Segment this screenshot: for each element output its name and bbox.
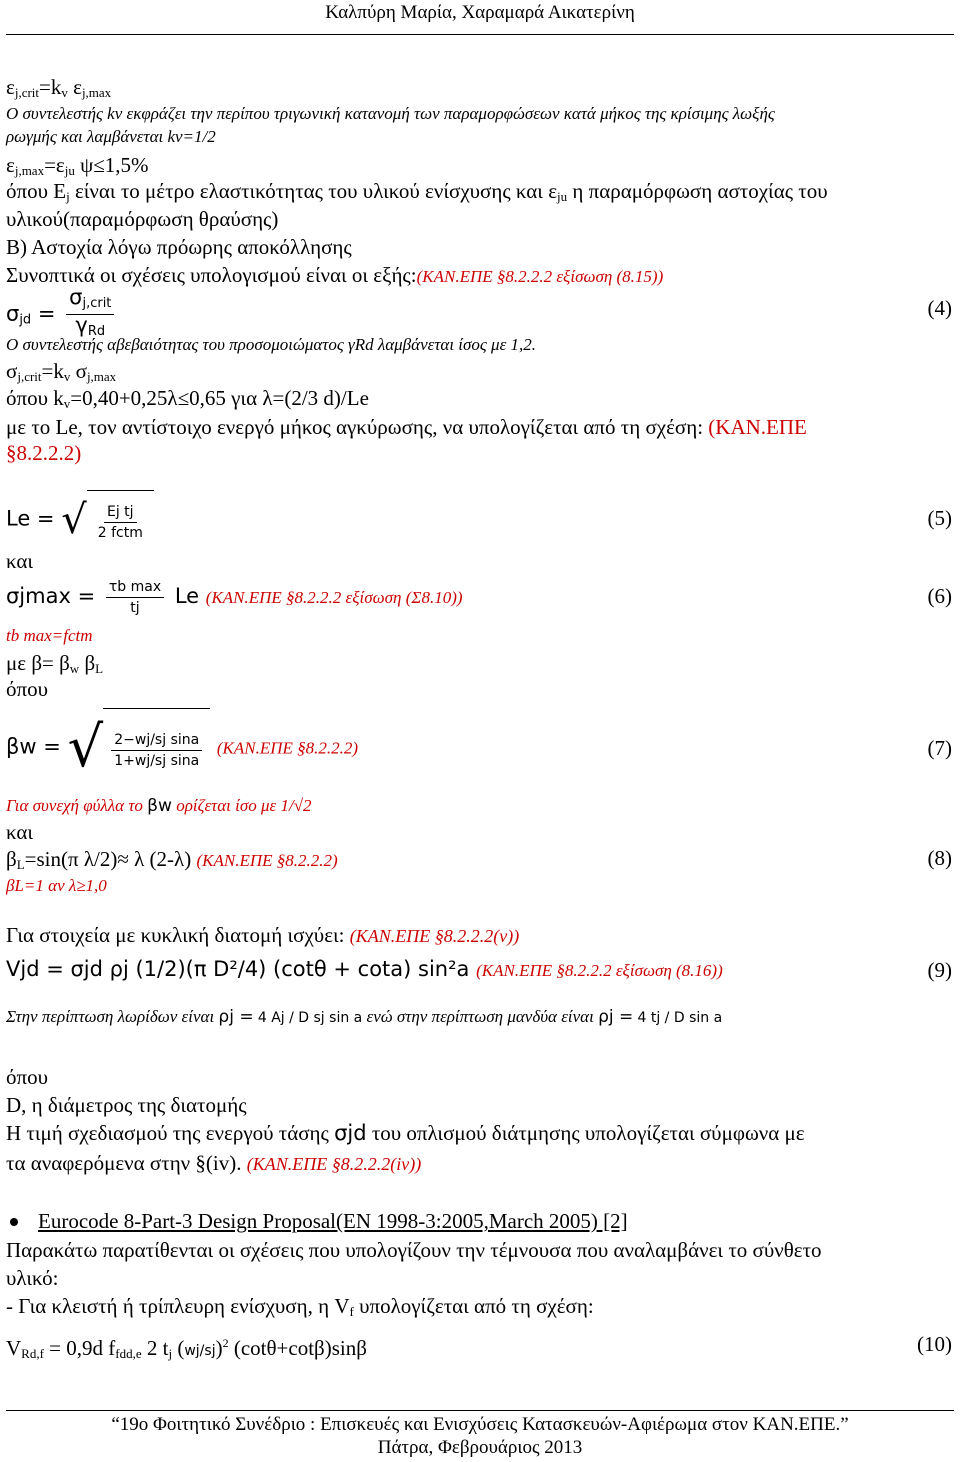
t16: σ: [70, 359, 87, 383]
t28: β: [79, 651, 96, 675]
t56: wj/sj: [184, 1343, 216, 1359]
t43: ρj =: [598, 1007, 634, 1027]
eq8-number: (8): [927, 846, 952, 870]
t52: V: [6, 1336, 22, 1360]
equation-5: [6, 490, 954, 546]
s7: ju: [557, 189, 568, 204]
t3: ε: [67, 75, 82, 99]
where-3: όπου: [6, 1065, 48, 1089]
s10: Rd: [87, 324, 106, 339]
t24: τb max: [106, 577, 164, 598]
section-b-heading: Β) Αστοχία λόγω πρόωρης αποκόλλησης: [6, 235, 352, 259]
ref-s8-10: (ΚΑΝ.ΕΠΕ §8.2.2.2 εξίσωση (Σ8.10)): [205, 588, 463, 607]
s13: j,max: [86, 369, 117, 384]
ref-iv: (ΚΑΝ.ΕΠΕ §8.2.2.2(iv)): [246, 1154, 422, 1174]
tb-max: tb max=fctm: [6, 626, 93, 645]
s19: Rd,f: [21, 1346, 44, 1361]
s5: ju: [64, 163, 75, 178]
t1: ε: [6, 75, 15, 99]
t17: όπου k: [6, 386, 64, 410]
equation-9: [6, 956, 954, 984]
t54: 2 t: [141, 1336, 169, 1360]
t39: Στην περίπτωση λωρίδων είναι: [6, 1007, 215, 1026]
t58: (cotθ+cotβ)sinβ: [228, 1336, 367, 1360]
s17: L: [16, 857, 25, 872]
t35: β: [6, 847, 17, 871]
t25: tj: [130, 599, 140, 616]
kv-formula: [6, 385, 954, 417]
continuous-sheets: [6, 793, 954, 819]
bullet-icon: [10, 1218, 18, 1226]
t7: όπου E: [6, 179, 67, 203]
t45: Η τιμή σχεδιασμού της ενεργού τάσης: [6, 1121, 329, 1145]
s6: j: [66, 189, 70, 204]
equation-6: σjmax = $\frac{\text{τb max}}{tj}$ Le (ΚΑΝ.ΕΠΕ §8.2.2.2 εξίσωση (Σ8.10)): [6, 578, 463, 616]
t51: υπολογίζεται από τη σχέση:: [353, 1294, 594, 1318]
s11: j,crit: [17, 369, 42, 384]
t19: με το Le, τον αντίστοιχο ενεργό μήκος αγκύρωσης, να υπολογίζεται από τη σχέση:: [6, 415, 704, 439]
s4: j,max: [14, 163, 45, 178]
t44: 4 tj / D sin a: [637, 1010, 723, 1026]
intro-line: Παρακάτω παρατίθενται οι σχέσεις που υπολογίζουν την τέμνουσα που αναλαμβάνει το σύνθετο: [6, 1238, 822, 1262]
ref-8-15: (ΚΑΝ.ΕΠΕ §8.2.2.2 εξίσωση (8.15)): [416, 267, 664, 286]
equation-10: [6, 1330, 954, 1367]
closed-wrap-line: [6, 1293, 954, 1325]
t27: με β= β: [6, 651, 70, 675]
s12: v: [63, 369, 71, 384]
t50: - Για κλειστή ή τρίπλευρη ενίσχυση, η V: [6, 1294, 350, 1318]
eq5-number: (5): [927, 506, 952, 530]
ref-iv-line: [6, 1150, 954, 1177]
t37: Για στοιχεία με κυκλική διατομή ισχύει:: [6, 923, 345, 947]
t29: βw =: [6, 734, 61, 759]
eurocode-heading: [6, 1208, 954, 1234]
s22: 2: [222, 1336, 229, 1350]
ref-8-16: (ΚΑΝ.ΕΠΕ §8.2.2.2 εξίσωση (8.16)): [476, 961, 723, 980]
ref-v: (ΚΑΝ.ΕΠΕ §8.2.2.2(v)): [349, 926, 520, 946]
t57: ): [215, 1336, 223, 1360]
t30: 2−wj/sj sina: [111, 730, 202, 751]
ref-8222: (ΚΑΝ.ΕΠΕ §8.2.2.2): [216, 738, 359, 758]
s18: f: [349, 1304, 354, 1319]
t41: 4 Aj / D sj sin a: [257, 1010, 363, 1026]
t12: σ: [69, 285, 83, 309]
s9: j,crit: [82, 296, 112, 311]
kv-note-2: ρωγμής και λαμβάνεται kv=1/2: [6, 127, 216, 146]
t47: του οπλισμού διάτμησης υπολογίζεται σύμφωνα με: [371, 1121, 805, 1145]
t46: σjd: [334, 1121, 367, 1145]
circular-section: [6, 922, 954, 949]
t15: =k: [41, 359, 64, 383]
t32: Για συνεχή φύλλα το: [6, 796, 148, 815]
ref-8222b: (ΚΑΝ.ΕΠΕ §8.2.2.2): [196, 851, 338, 870]
t48: τα αναφερόμενα στην §(iv).: [6, 1151, 242, 1175]
t9: η παραμόρφωση αστοχίας του: [567, 179, 828, 203]
t38: Vjd = σjd ρj (1/2)(π D²/4) (cotθ + cota) sin²a: [6, 957, 470, 981]
t6: ψ≤1,5%: [74, 153, 149, 177]
t10: Συνοπτικά οι σχέσεις υπολογισμού είναι οι εξής:: [6, 263, 417, 287]
t18: =0,40+0,25λ≤0,65 για λ=(2/3 d)/Le: [70, 386, 369, 410]
t42: ενώ στην περίπτωση μανδύα είναι: [366, 1007, 594, 1026]
header-rule: [6, 34, 954, 35]
eq6-number: (6): [927, 584, 952, 608]
t55: (: [172, 1336, 185, 1360]
t33: βw: [147, 796, 172, 816]
s1: j,crit: [14, 85, 40, 100]
ref-kanepe: (ΚΑΝ.ΕΠΕ: [708, 415, 807, 439]
eq9-number: (9): [927, 958, 952, 982]
beta-l-cond: βL=1 αν λ≥1,0: [6, 876, 107, 895]
kv-note: Ο συντελεστής kv εκφράζει την περίπου τριγωνική κατανομή των παραμορφώσεων κατά μήκος της κρίσιμης λωξής: [6, 104, 775, 123]
t23: σjmax: [6, 584, 71, 608]
t22: 2 fctm: [97, 524, 143, 541]
t36: =sin(π λ/2)≈ λ (2-λ): [24, 847, 192, 871]
s20: fdd,e: [115, 1346, 142, 1361]
gamma-note: Ο συντελεστής αβεβαιότητας του προσομοιώματος γRd λαμβάνεται ίσος με 1,2.: [6, 335, 537, 354]
footer-place-date: Πάτρα, Φεβρουάριος 2013: [377, 1437, 583, 1458]
equation-4: $\sigma_{jd}$ = $\frac{\sigma_{j,crit}}{\gamma_{Rd}}$: [6, 287, 954, 337]
t49: Eurocode 8-Part-3 Design Proposal(EN 1998-3:2005,March 2005) [2]: [38, 1209, 628, 1233]
design-value-line: [6, 1120, 954, 1146]
s14: v: [63, 396, 71, 411]
material-word: υλικό:: [6, 1266, 59, 1290]
t11: σ: [6, 301, 20, 326]
t53: = 0,9d f: [43, 1336, 116, 1360]
and-1: και: [6, 549, 34, 573]
t14: σ: [6, 359, 18, 383]
page-header: Καλπύρη Μαρία, Χαραμαρά Αικατερίνη: [325, 2, 635, 23]
where-2: όπου: [6, 677, 48, 701]
strips-line: [6, 1004, 954, 1031]
t34: ορίζεται ίσο με 1/√2: [171, 796, 312, 815]
le-ref: §8.2.2.2): [6, 441, 82, 465]
eq10-number: (10): [917, 1332, 952, 1356]
t31: 1+wj/sj sina: [114, 752, 200, 769]
eq4-number: (4): [927, 296, 952, 320]
footer-conference: “19ο Φοιτητικό Συνέδριο : Επισκευές και Ενισχύσεις Κατασκευών-Αφιέρωμα στον ΚΑΝ.ΕΠΕ.”: [111, 1414, 849, 1435]
and-2: και: [6, 820, 34, 844]
sqrt-sign: √ $\frac{\text{Ej tj}}{\text{2 fctm}}$: [61, 490, 154, 549]
t21: Ej tj: [104, 502, 137, 523]
s8: jd: [19, 312, 32, 328]
t13: γ: [75, 313, 88, 337]
t2: =k: [39, 75, 62, 99]
t26: Le: [174, 584, 200, 608]
s16: L: [95, 661, 104, 676]
s15: w: [69, 661, 80, 676]
t5: =ε: [44, 153, 65, 177]
le-line: [6, 414, 954, 440]
t8: είναι το μέτρο ελαστικότητας του υλικού ενίσχυσης και ε: [69, 179, 558, 203]
s3: j,max: [81, 85, 112, 100]
diameter-line: D, η διάμετρος της διατομής: [6, 1093, 247, 1117]
equation-7: βw = √ $\frac{\text{2−wj/sj sina}}{\text{1+wj/sj sina}}$ (ΚΑΝ.ΕΠΕ §8.2.2.2): [6, 708, 954, 784]
s2: v: [61, 85, 68, 100]
t4: ε: [6, 153, 15, 177]
t20: Le =: [6, 506, 55, 531]
footer-rule: [6, 1410, 954, 1411]
summary-line: [6, 262, 954, 290]
s21: j: [168, 1346, 173, 1361]
t40: ρj =: [218, 1007, 254, 1027]
eq7-number: (7): [927, 736, 952, 760]
material-line: υλικού(παραμόρφωση θραύσης): [6, 207, 279, 231]
